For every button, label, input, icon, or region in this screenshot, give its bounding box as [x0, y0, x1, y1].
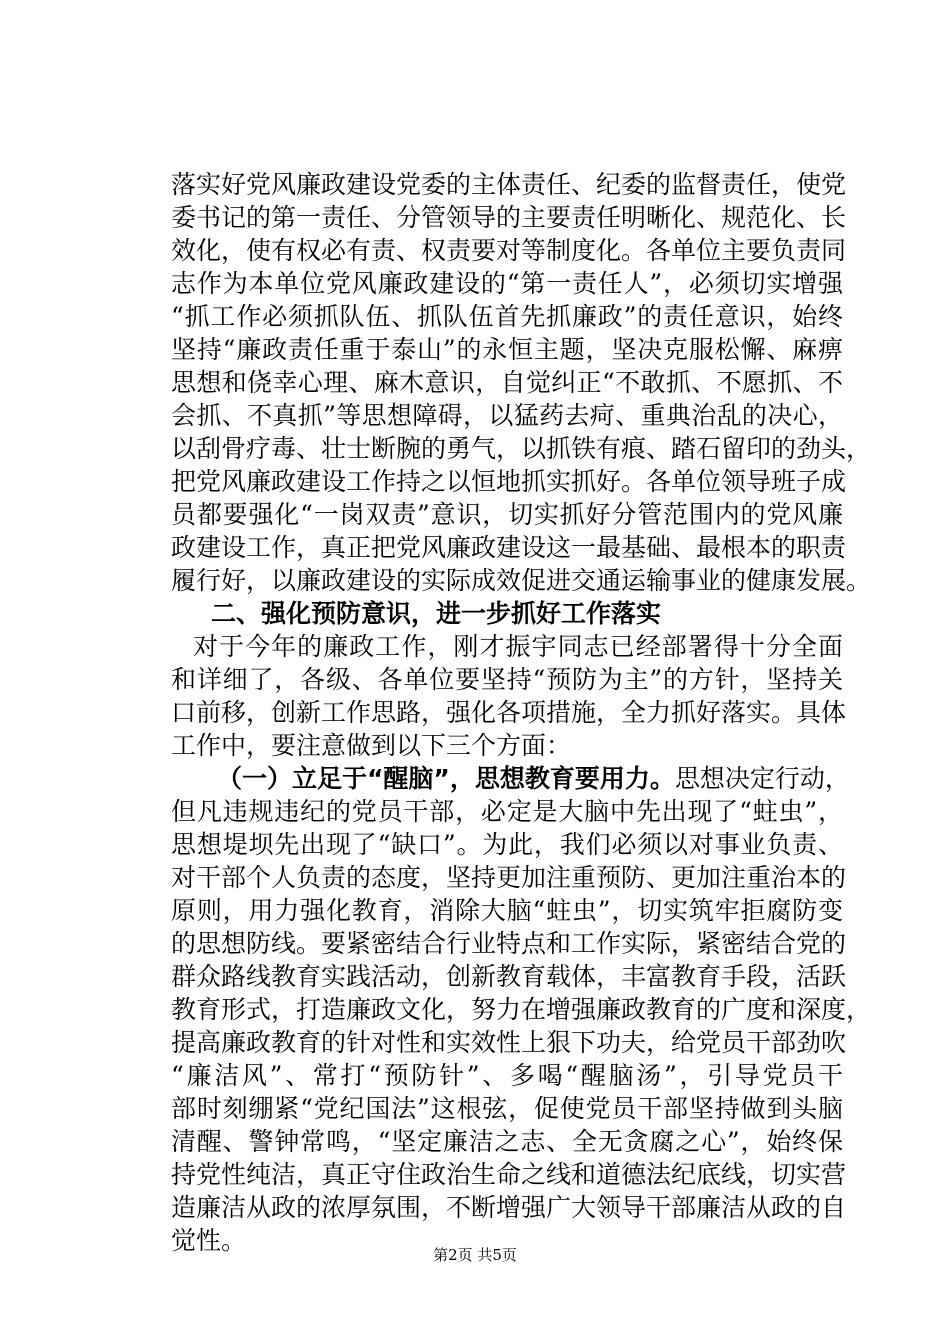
text-line: 教育形式，打造廉政文化，努力在增强廉政教育的广度和深度， — [171, 995, 872, 1024]
text-line: 志作为本单位党风廉政建设的“第一责任人”，必须切实增强 — [171, 269, 843, 298]
text-line: 委书记的第一责任、分管领导的主要责任明晰化、规范化、长 — [171, 203, 847, 232]
subsection-heading: （一）立足于“醒脑”，思想教育要用力。 — [217, 764, 675, 793]
text-line: 提高廉政教育的针对性和实效性上狠下功夫，给党员干部劲吹 — [171, 1028, 847, 1057]
text-line: 持党性纯洁，真正守住政治生命之线和道德法纪底线，切实营 — [171, 1160, 847, 1189]
text-line: 以刮骨疗毒、壮士断腕的勇气，以抓铁有痕、踏石留印的劲头， — [171, 434, 872, 463]
text-line: 把党风廉政建设工作持之以恒地抓实抓好。各单位领导班子成 — [171, 467, 847, 496]
text-line: 坚持“廉政责任重于泰山”的永恒主题，坚决克服松懈、麻痹 — [171, 335, 843, 364]
text-line: 和详细了，各级、各单位要坚持“预防为主”的方针，坚持关 — [171, 665, 843, 694]
text-line: 的思想防线。要紧密结合行业特点和工作实际，紧密结合党的 — [171, 929, 847, 958]
page-footer: 第2页 共5页 — [433, 1246, 517, 1264]
text-line: 觉性。 — [171, 1226, 247, 1255]
text-line: 口前移，创新工作思路，强化各项措施，全力抓好落实。具体 — [171, 698, 847, 727]
text-line: 对于今年的廉政工作，刚才振宇同志已经部署得十分全面 — [193, 632, 843, 661]
text-line: 落实好党风廉政建设党委的主体责任、纪委的监督责任，使党 — [171, 170, 847, 199]
text-line: 群众路线教育实践活动，创新教育载体，丰富教育手段，活跃 — [171, 962, 847, 991]
section-heading: 二、强化预防意识，进一步抓好工作落实 — [211, 599, 662, 628]
text-line: 但凡违规违纪的党员干部，必定是大脑中先出现了“蛀虫”， — [171, 797, 843, 826]
text-line: 对干部个人负责的态度，坚持更加注重预防、更加注重治本的 — [171, 863, 847, 892]
text-line: 会抓、不真抓”等思想障碍，以猛药去疴、重典治乱的决心， — [171, 401, 843, 430]
text-fragment: 思想决定行动， — [674, 764, 850, 793]
document-body — [171, 168, 872, 1257]
text-line: “廉洁风”、常打“预防针”、多喝“醒脑汤”，引导党员干 — [171, 1061, 843, 1090]
text-line: “抓工作必须抓队伍、抓队伍首先抓廉政”的责任意识，始终 — [171, 302, 843, 331]
text-line: 部时刻绷紧“党纪国法”这根弦，促使党员干部坚持做到头脑 — [171, 1094, 843, 1123]
subsection-first-line — [171, 762, 850, 795]
text-line: 清醒、警钟常鸣，“坚定廉洁之志、全无贪腐之心”，始终保 — [171, 1127, 843, 1156]
text-line: 思想和侥幸心理、麻木意识，自觉纠正“不敢抓、不愿抓、不 — [171, 368, 843, 397]
text-line: 造廉洁从政的浓厚氛围，不断增强广大领导干部廉洁从政的自 — [171, 1193, 847, 1222]
text-line: 政建设工作，真正把党风廉政建设这一最基础、最根本的职责 — [171, 533, 847, 562]
text-line: 效化，使有权必有责、权责要对等制度化。各单位主要负责同 — [171, 236, 847, 265]
text-line: 原则，用力强化教育，消除大脑“蛀虫”，切实筑牢拒腐防变 — [171, 896, 843, 925]
text-line: 思想堤坝先出现了“缺口”。为此，我们必须以对事业负责、 — [171, 830, 843, 859]
text-line: 员都要强化“一岗双责”意识，切实抓好分管范围内的党风廉 — [171, 500, 843, 529]
text-line: 履行好，以廉政建设的实际成效促进交通运输事业的健康发展。 — [171, 566, 872, 595]
text-line: 工作中，要注意做到以下三个方面： — [171, 731, 572, 760]
